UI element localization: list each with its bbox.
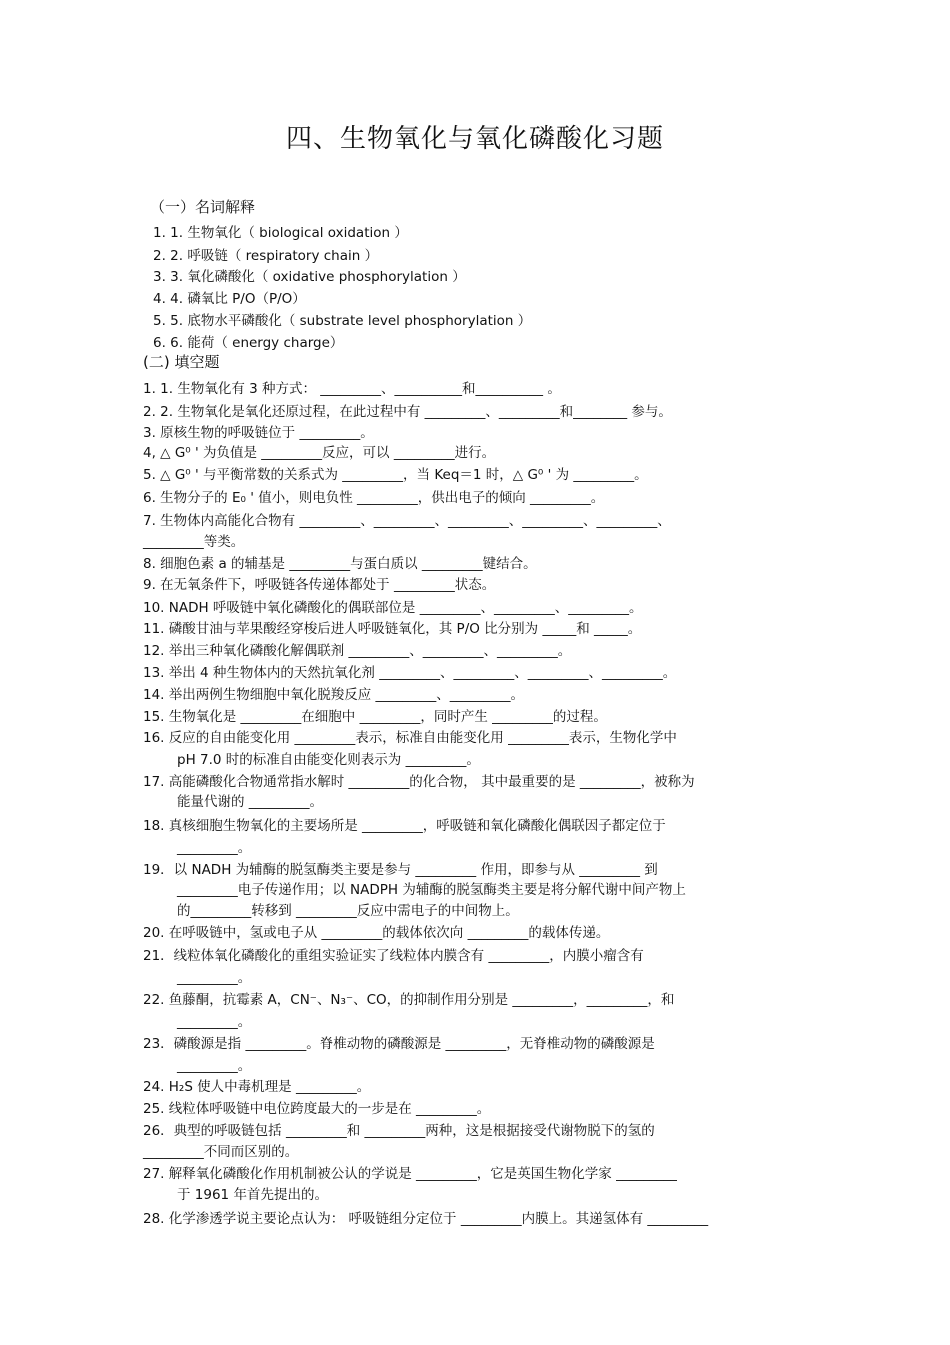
question-line: 27. 解释氧化磷酸化作用机制被公认的学说是 _________，它是英国生物化学家 _________: [143, 1166, 677, 1182]
question-line: 1. 1. 生物氧化有 3 种方式： _________、__________和__________ 。: [143, 381, 561, 397]
question-line: 8. 细胞色素 a 的辅基是 _________与蛋白质以 _________键结合。: [143, 556, 537, 572]
term-item: 4. 4. 磷氧比 P/O（P/O）: [153, 291, 306, 307]
question-line-continued: pH 7.0 时的标准自由能变化则表示为 _________。: [177, 752, 480, 768]
question-line: 15. 生物氧化是 _________在细胞中 _________，同时产生 _________的过程。: [143, 709, 607, 725]
question-line: 4, △ G⁰ ' 为负值是 _________反应，可以 _________进行。: [143, 445, 496, 461]
question-line-continued: _________。: [177, 1014, 252, 1030]
question-line: 9. 在无氧条件下，呼吸链各传递体都处于 _________状态。: [143, 577, 496, 593]
question-line: 23．磷酸源是指 _________。脊椎动物的磷酸源是 _________，无脊椎动物的磷酸源是: [143, 1036, 655, 1052]
question-line: 6. 生物分子的 E₀ ' 值小，则电负性 _________，供出电子的倾向 _________。: [143, 490, 605, 506]
question-line-continued: _________。: [177, 970, 252, 986]
question-line-continued: 于 1961 年首先提出的。: [177, 1187, 328, 1203]
question-line: 7. 生物体内高能化合物有 _________、_________、_________、_________、_________、: [143, 513, 671, 529]
question-line-continued: _________电子传递作用；以 NADPH 为辅酶的脱氢酶类主要是将分解代谢中间产物上: [177, 882, 686, 898]
question-line-continued: _________。: [177, 840, 252, 856]
question-line: 28. 化学渗透学说主要论点认为： 呼吸链组分定位于 _________内膜上。其递氢体有 _________: [143, 1211, 709, 1227]
question-line: 18. 真核细胞生物氧化的主要场所是 _________，呼吸链和氧化磷酸化偶联因子都定位于: [143, 818, 666, 834]
question-line: 24. H₂S 使人中毒机理是 _________。: [143, 1079, 371, 1095]
question-line: 22. 鱼藤酮，抗霉素 A，CN⁻、N₃⁻、CO，的抑制作用分别是 _________，_________，和: [143, 992, 675, 1008]
question-line: 3. 原核生物的呼吸链位于 _________。: [143, 425, 374, 441]
question-line: 21．线粒体氧化磷酸化的重组实验证实了线粒体内膜含有 _________，内膜小瘤含有: [143, 948, 644, 964]
question-line: 26．典型的呼吸链包括 _________和 _________两种，这是根据接受代谢物脱下的氢的: [143, 1123, 655, 1139]
question-line: 20. 在呼吸链中，氢或电子从 _________的载体依次向 _________的载体传递。: [143, 925, 610, 941]
term-item: 6. 6. 能荷（ energy charge）: [153, 335, 344, 351]
section-heading-definitions: （一）名词解释: [150, 198, 256, 216]
question-line-continued: 能量代谢的 _________。: [177, 794, 324, 810]
question-line: 2. 2. 生物氧化是氧化还原过程，在此过程中有 _________、_________和________ 参与。: [143, 404, 672, 420]
question-line: 19．以 NADH 为辅酶的脱氢酶类主要是参与 _________ 作用，即参与从 _________ 到: [143, 862, 658, 878]
section-heading-fill-blank: (二) 填空题: [143, 353, 220, 371]
question-line-continued: _________不同而区别的。: [143, 1144, 299, 1160]
question-line: 10. NADH 呼吸链中氧化磷酸化的偶联部位是 _________、_________、_________。: [143, 600, 643, 616]
question-line: 11. 磷酸甘油与苹果酸经穿梭后进人呼吸链氧化，其 P/O 比分别为 _____和 _____。: [143, 621, 642, 637]
question-line: 17. 高能磷酸化合物通常指水解时 _________的化合物， 其中最重要的是 _________，被称为: [143, 774, 695, 790]
term-item: 3. 3. 氧化磷酸化（ oxidative phosphorylation ）: [153, 269, 466, 285]
question-line: 25. 线粒体呼吸链中电位跨度最大的一步是在 _________。: [143, 1101, 491, 1117]
question-line: 14. 举出两例生物细胞中氧化脱羧反应 _________、_________。: [143, 687, 525, 703]
page-title: 四、生物氧化与氧化磷酸化习题: [285, 124, 664, 154]
question-line: 13. 举出 4 种生物体内的天然抗氧化剂 _________、_________、_________、_________。: [143, 665, 677, 681]
question-line-continued: _________等类。: [143, 534, 245, 550]
question-line: 12. 举出三种氧化磷酸化解偶联剂 _________、_________、_________。: [143, 643, 572, 659]
question-line: 5. △ G⁰ ' 与平衡常数的关系式为 _________，当 Keq＝1 时，△ G⁰ ' 为 _________。: [143, 467, 648, 483]
term-item: 5. 5. 底物水平磷酸化（ substrate level phosphorylation ）: [153, 313, 532, 329]
question-line: 16. 反应的自由能变化用 _________表示，标准自由能变化用 _________表示，生物化学中: [143, 730, 677, 746]
question-line-continued: _________。: [177, 1058, 252, 1074]
term-item: 2. 2. 呼吸链（ respiratory chain ）: [153, 248, 379, 264]
term-item: 1. 1. 生物氧化（ biological oxidation ）: [153, 225, 408, 241]
question-line-continued: 的_________转移到 _________反应中需电子的中间物上。: [177, 903, 519, 919]
